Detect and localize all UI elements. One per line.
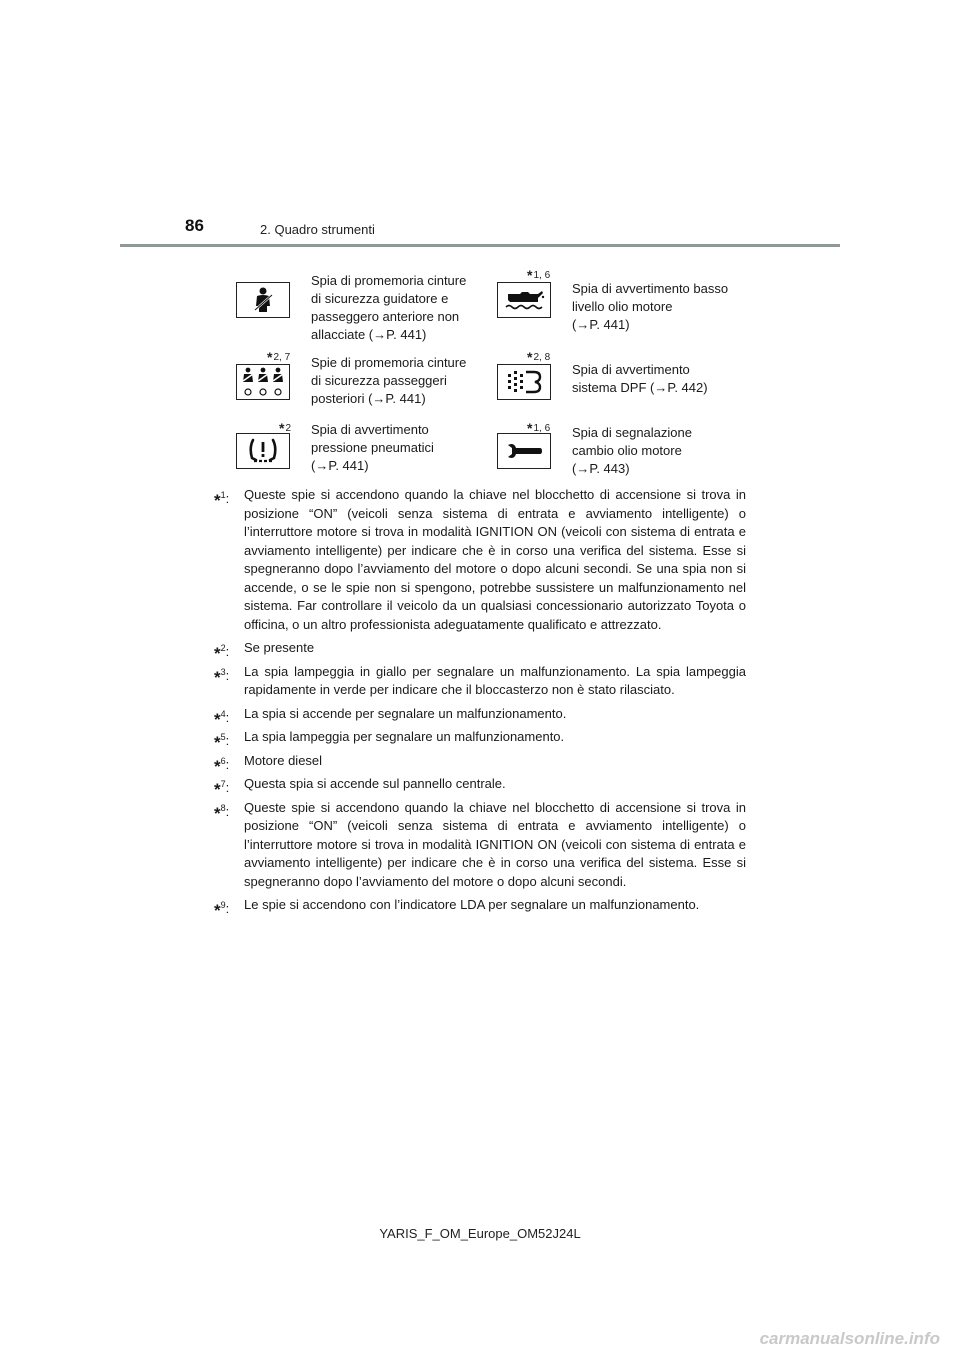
footnote-text: Le spie si accendono con l’indicatore LDA per segnalare un malfunzionamento. [244,897,700,912]
footnote-text: La spia lampeggia per segnalare un malfunzionamento. [244,729,565,744]
indicator-footnote-mark: *2, 7 [267,349,291,365]
header-divider [120,244,840,247]
footnote-key: *$^7$: [214,779,230,799]
indicator-desc-line: Spia di avvertimento basso [572,281,729,296]
footnote-key: *$^3$: [214,666,230,687]
indicator-desc-line: sistema DPF (→P. 442) [572,380,708,395]
footnote-key: *$^5$: [214,732,230,752]
footnote-item [214,799,746,892]
indicator-desc-line: posteriori (→P. 441) [311,391,426,406]
indicator-desc-line: Spia di avvertimento [311,422,429,437]
footnote-item [214,728,746,752]
footnote-text: La spia si accende per segnalare un malfunzionamento. [244,705,567,721]
footnote-key: *$^6$: [214,755,230,776]
footnote-text: Se presente [244,640,315,655]
footnote-item [214,896,746,920]
footnote-item [214,639,746,663]
footnote-key: *$^2$: [214,643,230,663]
indicator-desc-line: di sicurezza passeggeri [311,373,447,388]
indicator-footnote-mark: *1, 6 [527,420,551,436]
document-code: YARIS_F_OM_Europe_OM52J24L [379,1226,581,1241]
indicator-desc-line: Spie di promemoria cinture [311,355,467,370]
footnote-key: *$^8$: [214,802,230,823]
indicator-desc-line: allacciate (→P. 441) [311,327,427,342]
indicator-footnote-mark: *1, 6 [527,267,551,283]
footnote-item [214,486,746,634]
indicator-desc-line: Spia di segnalazione [572,425,692,440]
footnote-key: *$^1$: [214,490,230,510]
footnote-text: La spia lampeggia in giallo per segnalare un malfunzionamento. La spia lampeggia rapidamente in verde per indicare che il bloccasterzo non è stato rilasciato. [244,663,746,697]
indicator-desc-line: cambio olio motore [572,443,682,458]
footnote-item [214,705,746,729]
seatbelt-icon [236,282,290,318]
indicator-desc-line: passeggero anteriore non [311,309,460,324]
footnote-key: *$^9$: [214,900,230,920]
page-number: 86 [185,216,204,235]
watermark-link[interactable]: carmanualsonline.info [759,1329,940,1348]
indicator-desc-line: (→P. 443) [572,461,630,476]
footnote-text: Questa spia si accende sul pannello centrale. [244,776,506,791]
indicator-desc-line: Spia di promemoria cinture [311,273,467,288]
footnote-text: Queste spie si accendono quando la chiave nel blocchetto di accensione si trova in posizione “ON” (veicoli senza sistema di entrata e avviamento intelligente) o l’interruttore motore si trova in modalità IGNITION ON (veicoli con sistema di entrata e avviamento intelligente) per indicare che è in corso una verifica del sistema. Esse si spegneranno dopo l’avviamento del motore o dopo alcuni secondi. Se una spia non si accende, o se le spie non si spengono, potrebbe sussistere un malfunzionamento nel sistema. Far controllare il veicolo da un qualsiasi concessionario autorizzato Toyota o officina, o un altro professionista adeguatamente qualificato e attrezzato. [244,487,746,632]
footnote-item [214,752,746,776]
dpf-icon [497,364,551,400]
indicator-desc-line: pressione pneumatici [311,440,434,455]
footnotes-list [214,486,746,920]
oil-level-icon [497,282,551,318]
indicator-desc-line: (→P. 441) [311,458,369,473]
footnote-text: Motore diesel [244,752,323,768]
footnote-text: Queste spie si accendono quando la chiave nel blocchetto di accensione si trova in posizione “ON” (veicoli senza sistema di entrata e avviamento intelligente) o l’interruttore motore si trova in modalità IGNITION ON (veicoli con sistema di entrata e avviamento intelligente) per indicare che è in corso una verifica del sistema. Esse si spegneranno dopo l’avviamento del motore o dopo alcuni secondi. [244,799,746,889]
footnote-item [214,775,746,799]
footnote-item [214,663,746,700]
rear-seatbelt-icon [236,364,290,400]
section-title: 2. Quadro strumenti [260,222,375,237]
indicator-desc-line: livello olio motore [572,299,673,314]
wrench-icon [497,433,551,469]
indicator-footnote-mark: *2, 8 [527,349,551,365]
indicator-desc-line: Spia di avvertimento [572,362,690,377]
tire-pressure-icon [236,433,290,469]
indicator-desc-line: di sicurezza guidatore e [311,291,449,306]
indicator-desc-line: (→P. 441) [572,317,630,332]
indicator-footnote-mark: *2 [279,420,292,436]
footnote-key: *$^4$: [214,708,230,729]
